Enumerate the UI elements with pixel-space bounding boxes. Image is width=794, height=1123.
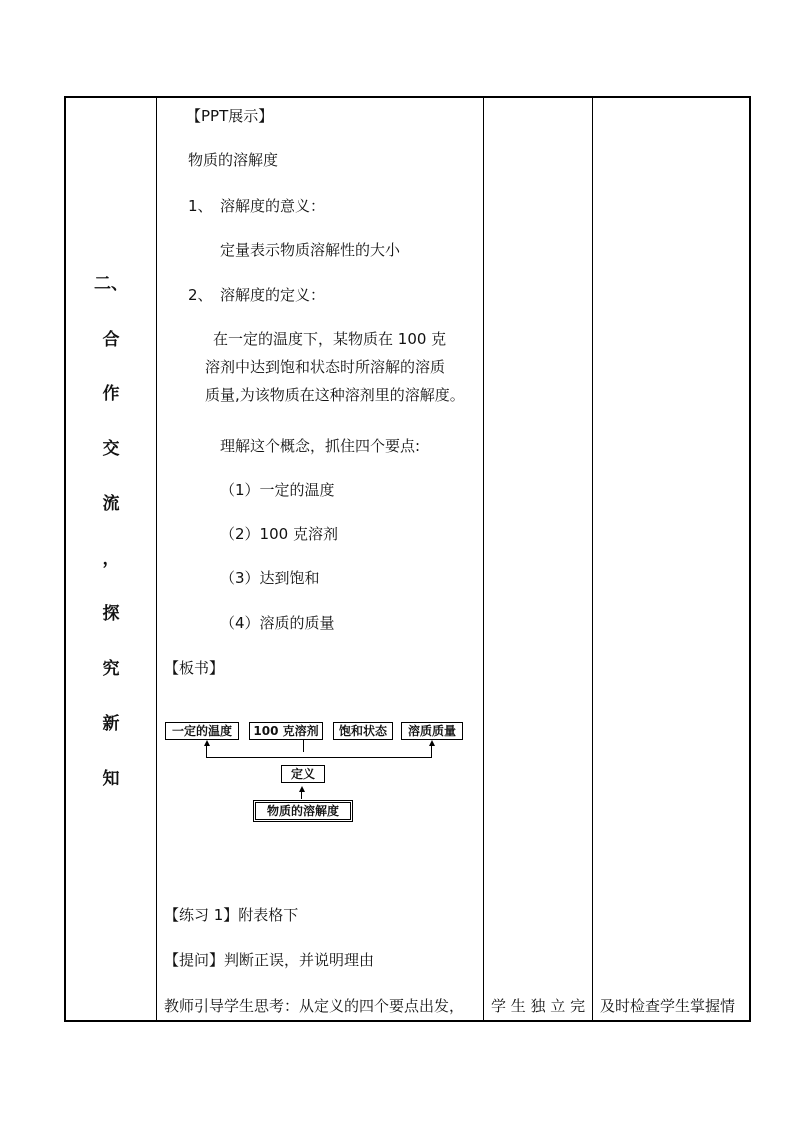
item-label: 溶解度的意义： (220, 197, 326, 215)
stage-char: 交 (102, 439, 120, 459)
diagram-box-definition: 定义 (281, 765, 325, 783)
lesson-table (64, 96, 751, 1022)
content-column (158, 98, 482, 1020)
section-title: 物质的溶解度 (188, 151, 279, 169)
item-label: 溶解度的定义： (220, 286, 326, 304)
stage-char: ， (102, 549, 120, 569)
stage-char: 知 (102, 769, 120, 789)
key-point: （1）一定的温度 (220, 481, 335, 499)
stage-char: 合 (102, 330, 120, 350)
stage-char: 新 (102, 714, 120, 734)
diagram-box: 溶质质量 (401, 722, 463, 740)
exercise-line: 【练习 1】附表格下 (164, 906, 299, 924)
stage-char: 二、 (94, 274, 128, 294)
question-line: 【提问】判断正误，并说明理由 (164, 951, 375, 969)
concept-diagram (165, 714, 475, 834)
key-point: （3）达到饱和 (220, 569, 320, 587)
student-activity-text: 学 生 独 立 完 (491, 997, 586, 1015)
diagram-box: 饱和状态 (333, 722, 393, 740)
stage-char: 流 (102, 494, 120, 514)
key-point: （4）溶质的质量 (220, 614, 335, 632)
column-divider (592, 98, 593, 1020)
connector-line (206, 745, 207, 757)
stage-char: 究 (102, 659, 120, 679)
arrow-up-icon (204, 740, 210, 746)
item-text: 定量表示物质溶解性的大小 (220, 241, 401, 259)
connector-line (206, 757, 432, 758)
item-number: 2、 (188, 286, 213, 304)
definition-line: 在一定的温度下，某物质在 100 克 (213, 330, 447, 348)
item-number: 1、 (188, 197, 213, 215)
connector-line (301, 791, 302, 799)
column-divider (156, 98, 157, 1020)
diagram-box-solubility: 物质的溶解度 (253, 800, 353, 822)
guide-line: 教师引导学生思考：从定义的四个要点出发， (164, 997, 465, 1015)
stage-char: 探 (102, 604, 120, 624)
arrow-up-icon (429, 740, 435, 746)
definition-paragraph (205, 325, 485, 409)
arrow-up-icon (299, 786, 305, 792)
teacher-intent-text: 及时检查学生掌握情 (600, 997, 736, 1015)
ppt-heading: 【PPT展示】 (186, 107, 274, 125)
definition-line: 质量,为该物质在这种溶剂里的溶解度。 (205, 386, 465, 404)
column-divider (483, 98, 484, 1020)
stage-char: 作 (102, 384, 120, 404)
connector-line (303, 740, 304, 752)
diagram-box: 100 克溶剂 (249, 722, 323, 740)
definition-line: 溶剂中达到饱和状态时所溶解的溶质 (205, 358, 446, 376)
key-point: （2）100 克溶剂 (220, 525, 338, 543)
stage-column (66, 98, 156, 1020)
connector-line (431, 745, 432, 757)
key-points-intro: 理解这个概念，抓住四个要点: (220, 437, 421, 455)
blackboard-heading: 【板书】 (164, 659, 225, 677)
diagram-box: 一定的温度 (165, 722, 239, 740)
